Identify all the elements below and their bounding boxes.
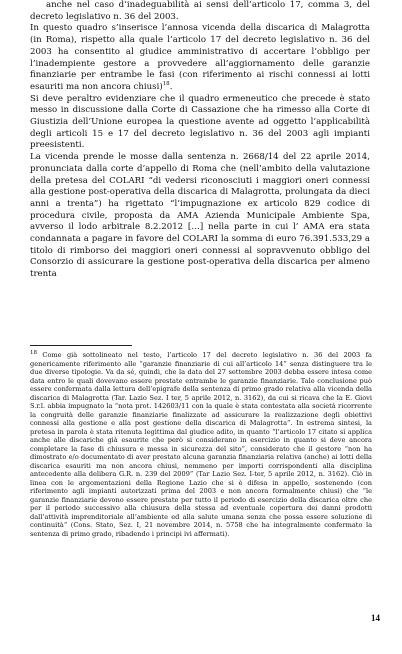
footnote <box>30 351 372 538</box>
footnote-number: 18 <box>30 349 37 356</box>
paragraph-malagrotta <box>30 23 370 93</box>
paragraph-continuation: anche nel caso d’inadeguabilità ai sensi dell’articolo 17, comma 3, del decreto legislativo n. 36 del 2003. <box>30 0 370 22</box>
paragraph-malagrotta-end: . <box>169 81 173 92</box>
footnote-text: Come già sottolineato nel testo, l’articolo 17 del decreto legislativo n. 36 del 2003 fa genericamente riferimento alle “garanzie finanziarie di cui all’articolo 14” senza distinguere tra le due diverse tipologie. Va da sé, quindi, che la data del 27 settembre 2003 debba essere intesa come data entro le quali dovevano essere prestate entrambe le garanzie finanziarie. Tale conclusione può essere confermata dalla lettura dell’epigrafe della sentenza di primo grado relativa alla vicenda della discarica di Malagrotta (Tar. Lazio Sez. I ter, 5 aprile 2012, n. 3162), da cui si ricava che la E. Giovi S.r.l. abbia impugnato la “nota prot. 142603/11 con la quale è stata contestata alla società ricorrente la congruità delle garanzie finanziarie finalizzate ad assicurare la realizzazione degli obiettivi connessi alla gestione e alla post gestione della discarica di Malagrotta”. In estrema sintesi, la pretesa in parola è stata ritenuta legittima dal giudice adito, in quanto “l’articolo 17 citato si applica anche alle discariche già esaurite che però si considerano in esercizio in quanto si deve ancora completare la fase di chiusura e messa in sicurezza del sito”, considerato che il gestore “non ha dimostrato e/o documentato di aver prestato alcuna garanzia finanziaria relativa (anche) ai lotti della discarica esauriti ma non ancora chiusi, nemmeno per importi corrispondenti alla disciplina antecedente alla delibera G.R. n. 239 del 2009” (Tar Lazio Sez. I-ter, 5 aprile 2012, n. 3162). Ciò in linea con le argomentazioni della Regione Lazio che si è difesa in appello, sostenendo (con riferimento agli impianti autorizzati prima del 2003 e non ancora formalmente chiusi) che “le garanzie finanziarie devono essere prestate per tutto il periodo di esercizio della discarica oltre che per il periodo successivo alla chiusura della stessa ad eventuale copertura dei danni prodotti dall’attività imprenditoriale all’ambiente ed alla salute umana senza che possa essere soluzione di continuità” (Cons. Stato, Sez. I, 21 novembre 2014, n. 5758 che ha integralmente confermato la sentenza di primo grado, ribadendo i principi ivi affermati). <box>30 351 372 538</box>
paragraph-malagrotta-text: In questo quadro s’inserisce l’annosa vicenda della discarica di Malagrotta (in Roma), rispetto alla quale l’articolo 17 del decreto legislativo n. 36 del 2003 ha consentito al giudice amministrativo di accertare l’obbligo per l’inadempiente gestore a provvedere all’aggiornamento delle garanzie finanziarie per entrambe le fasi (con riferimento ai rischi connessi ai lotti esauriti ma non ancora chiusi) <box>30 23 370 92</box>
footnote-separator <box>30 345 132 346</box>
paragraph-vicenda: La vicenda prende le mosse dalla sentenza n. 2668/14 del 22 aprile 2014, pronunciata dalla corte d’appello di Roma che (nell’ambito della valutazione della pretesa del COLARI “di vedersi riconosciuti i maggiori oneri connessi alla gestione post-operativa della discarica di Malagrotta, prolungata da dieci anni a trenta”) ha rigettato “l’impugnazione ex articolo 829 codice di procedura civile, proposta da AMA Azienda Municipale Ambiente Spa, avverso il lodo arbitrale 8.2.2012 […] nella parte in cui l’ AMA era stata condannata a pagare in favore del COLARI la somma di euro 76.391.533,29 a titolo di rimborso dei maggiori oneri connessi al sopravvenuto obbligo del Consorzio di assicurare la gestione post-operativa della discarica per almeno trenta <box>30 152 370 280</box>
page-number: 14 <box>371 613 380 623</box>
body-text <box>30 0 370 281</box>
paragraph-cassazione: Si deve peraltro evidenziare che il quadro ermeneutico che precede è stato messo in discussione dalla Corte di Cassazione che ha rimesso alla Corte di Giustizia dell’Unione europea la questione avente ad oggetto l’applicabilità degli articoli 15 e 17 del decreto legislativo n. 36 del 2003 agli impianti preesistenti. <box>30 93 370 151</box>
footnote-18 <box>30 351 372 538</box>
footnote-reference[interactable]: 18 <box>162 81 170 88</box>
